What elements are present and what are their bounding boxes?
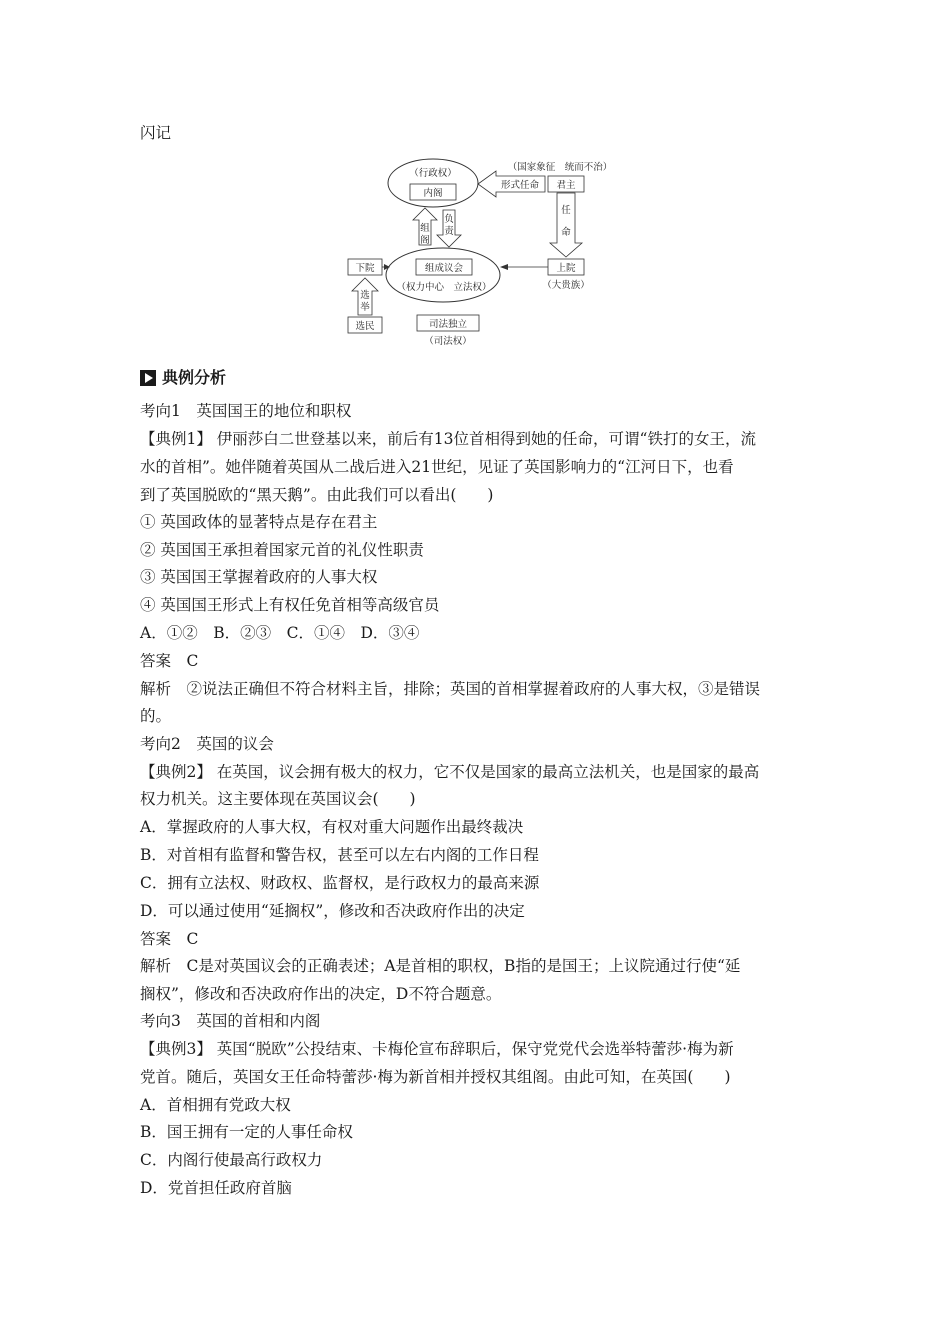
monarch-label: 君主 — [556, 180, 576, 191]
text-line: 水的首相”。她伴随着英国从二战后进入21世纪，见证了英国影响力的“江河日下，也看 — [140, 458, 734, 476]
upper-house-label: 上院 — [556, 263, 576, 274]
text-line: 考向1 英国国王的地位和职权 — [140, 402, 352, 420]
text-line: 答案 C — [140, 652, 199, 670]
text-line: D．可以通过使用“延搁权”，修改和否决政府作出的决定 — [140, 902, 525, 920]
election-label-2: 举 — [360, 302, 370, 313]
appoint-label-2: 命 — [561, 227, 571, 238]
text-line: 考向3 英国的首相和内阁 — [140, 1012, 321, 1030]
uk-political-system-diagram — [340, 155, 630, 350]
responsible-label-2: 责 — [444, 226, 454, 237]
text-line: 权力机关。这主要体现在英国议会( ) — [140, 790, 416, 808]
text-line: A．首相拥有党政大权 — [140, 1096, 291, 1114]
appoint-label-1: 任 — [561, 205, 571, 216]
text-line: 【典例3】 英国“脱欧”公投结束、卡梅伦宣布辞职后，保守党党代会选举特蕾莎·梅为新 — [140, 1040, 734, 1058]
text-line: C．内阁行使最高行政权力 — [140, 1151, 323, 1169]
text-line: B．对首相有监督和警告权，甚至可以左右内阁的工作日程 — [140, 846, 539, 864]
upper-to-parliament-arrowhead — [500, 264, 508, 270]
election-label-1: 选 — [360, 290, 370, 301]
voters-label: 选民 — [355, 321, 375, 332]
play-triangle-icon — [140, 370, 156, 386]
text-line: 搁权”，修改和否决政府作出的决定，D不符合题意。 — [140, 985, 502, 1003]
text-line: C．拥有立法权、财政权、监督权，是行政权力的最高来源 — [140, 874, 540, 892]
text-line: 考向2 英国的议会 — [140, 735, 274, 753]
executive-power-label: （行政权） — [409, 168, 457, 179]
text-line: 答案 C — [140, 930, 199, 948]
cabinet-label: 内阁 — [423, 188, 443, 199]
text-line: B．国王拥有一定的人事任命权 — [140, 1123, 353, 1141]
text-line: 解析 ②说法正确但不符合材料主旨，排除；英国的首相掌握着政府的人事大权，③是错误 — [140, 680, 761, 698]
text-line: ② 英国国王承担着国家元首的礼仪性职责 — [140, 541, 424, 559]
text-line: D．党首担任政府首脑 — [140, 1179, 292, 1197]
form-cabinet-label-2: 阁 — [420, 235, 430, 246]
text-line: 的。 — [140, 707, 172, 725]
text-line: 到了英国脱欧的“黑天鹅”。由此我们可以看出( ) — [140, 486, 494, 504]
appoint-arrow — [550, 193, 582, 257]
text-line: 解析 C是对英国议会的正确表述；A是首相的职权，B指的是国王；上议院通过行使“延 — [140, 957, 741, 975]
parliament-label: 组成议会 — [424, 263, 464, 274]
text-line: 【典例1】 伊丽莎白二世登基以来，前后有13位首相得到她的任命，可谓“铁打的女王，流 — [140, 430, 756, 448]
judicial-label: 司法独立 — [428, 319, 468, 330]
section-heading — [140, 368, 226, 388]
parliament-note: （权力中心 立法权） — [396, 282, 492, 293]
text-line: A．掌握政府的人事大权，有权对重大问题作出最终裁决 — [140, 818, 524, 836]
lower-house-label: 下院 — [355, 263, 375, 274]
monarch-note: （国家象征 统而不治） — [507, 162, 613, 173]
text-line: 党首。随后，英国女王任命特蕾莎·梅为新首相并授权其组阁。由此可知，在英国( ) — [140, 1068, 731, 1086]
text-line: 【典例2】 在英国，议会拥有极大的权力，它不仅是国家的最高立法机关，也是国家的最高 — [140, 763, 760, 781]
judicial-note: （司法权） — [424, 336, 472, 347]
text-line: A．①② B．②③ C．①④ D．③④ — [140, 624, 420, 642]
text-line: ③ 英国国王掌握着政府的人事大权 — [140, 568, 378, 586]
form-cabinet-label-1: 组 — [420, 223, 430, 234]
nobles-label: （大贵族） — [542, 280, 590, 291]
formal-appoint-label: 形式任命 — [500, 180, 540, 191]
text-line: ④ 英国国王形式上有权任免首相等高级官员 — [140, 596, 440, 614]
section-title: 闪记 — [140, 124, 172, 142]
responsible-label-1: 负 — [444, 214, 454, 225]
text-line: ① 英国政体的显著特点是存在君主 — [140, 513, 378, 531]
heading-text: 典例分析 — [162, 368, 227, 387]
